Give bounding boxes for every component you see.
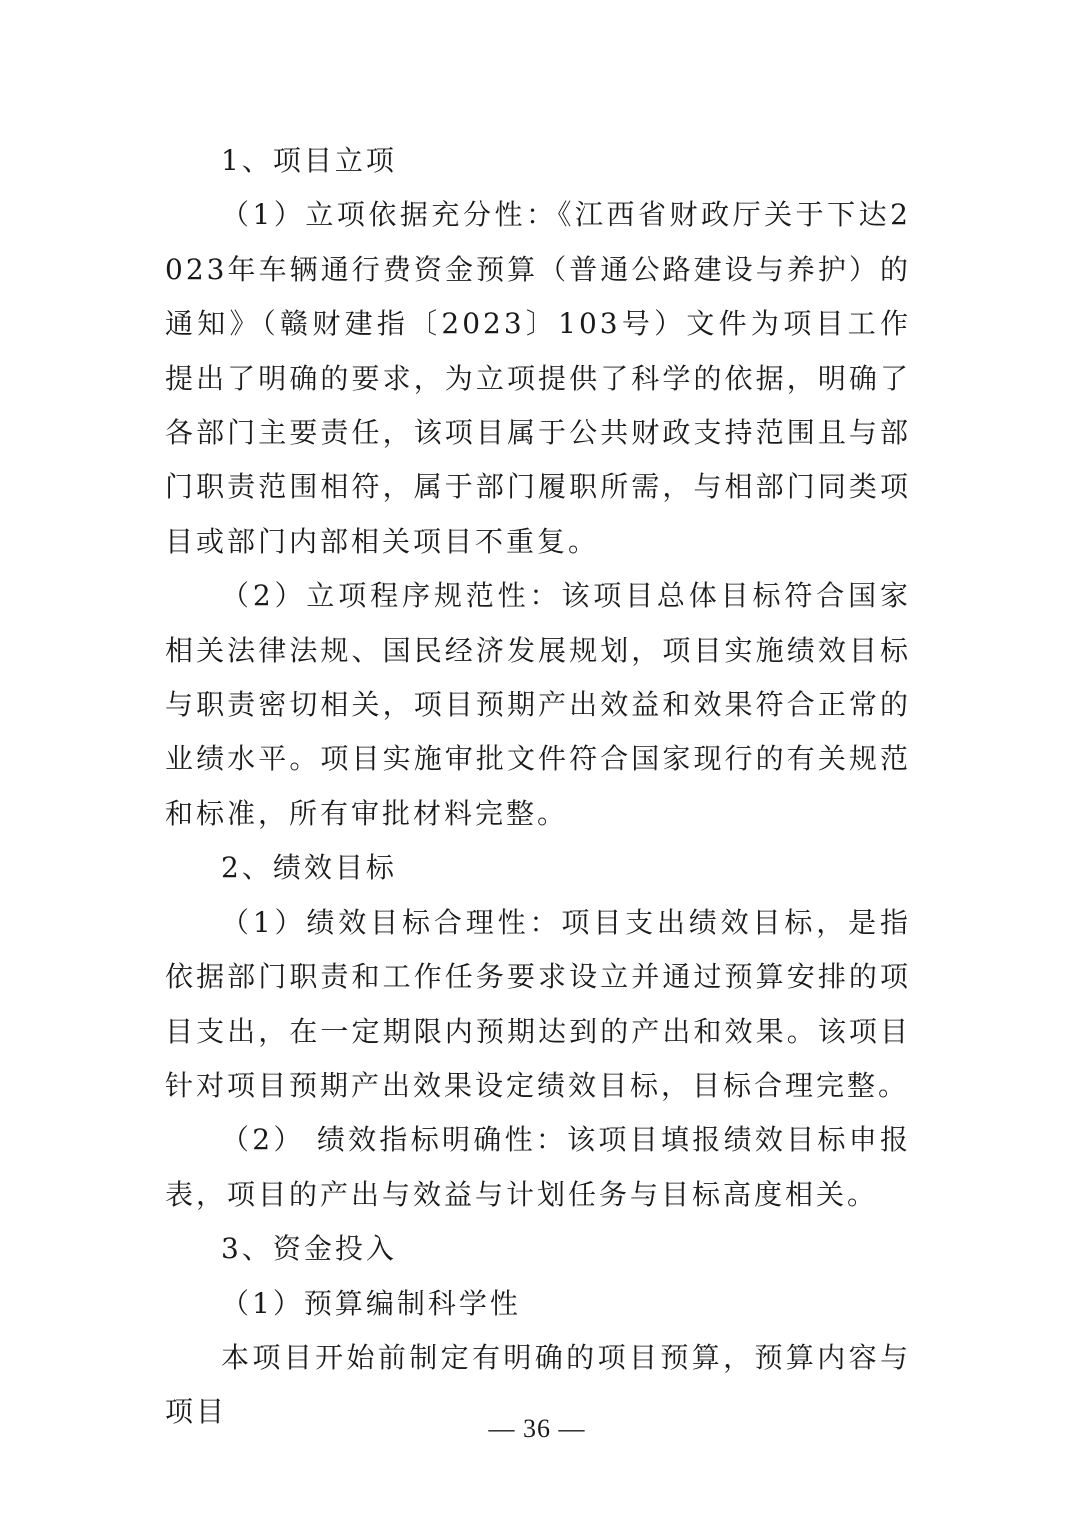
document-body: [165, 134, 911, 1440]
paragraph-initiation-basis: （1）立项依据充分性：《江西省财政厅关于下达2023年车辆通行费资金预算（普通公路建设与养护）的通知》（赣财建指〔2023〕103号）文件为项目工作提出了明确的要求，为立项提供了科学的依据，明确了各部门主要责任，该项目属于公共财政支持范围且与部门职责范围相符，属于部门履职所需，与相部门同类项目或部门内部相关项目不重复。: [165, 198, 911, 558]
heading-funding-input: 3、资金投入: [221, 1232, 397, 1266]
heading-project-initiation: 1、项目立项: [221, 144, 397, 177]
paragraph-goal-rationality: （1）绩效目标合理性：项目支出绩效目标，是指依据部门职责和工作任务要求设立并通过预算安排的项目支出，在一定期限内预期达到的产出和效果。该项目针对项目预期产出效果设定绩效目标，目标合理完整。: [165, 905, 911, 1102]
heading-performance-goals: 2、绩效目标: [221, 851, 397, 885]
paragraph-indicator-clarity: （2） 绩效指标明确性：该项目填报绩效目标申报表，项目的产出与效益与计划任务与目标高度相关。: [165, 1123, 911, 1211]
subheading-budget-preparation: （1）预算编制科学性: [221, 1286, 521, 1320]
page-number: — 36 —: [488, 1414, 586, 1443]
paragraph-budget-preparation: 本项目开始前制定有明确的项目预算，预算内容与项目: [165, 1340, 911, 1429]
paragraph-initiation-procedure: （2）立项程序规范性：该项目总体目标符合国家相关法律法规、国民经济发展规划，项目实施绩效目标与职责密切相关，项目预期产出效益和效果符合正常的业绩水平。项目实施审批文件符合国家现行的有关规范和标准，所有审批材料完整。: [165, 579, 911, 830]
